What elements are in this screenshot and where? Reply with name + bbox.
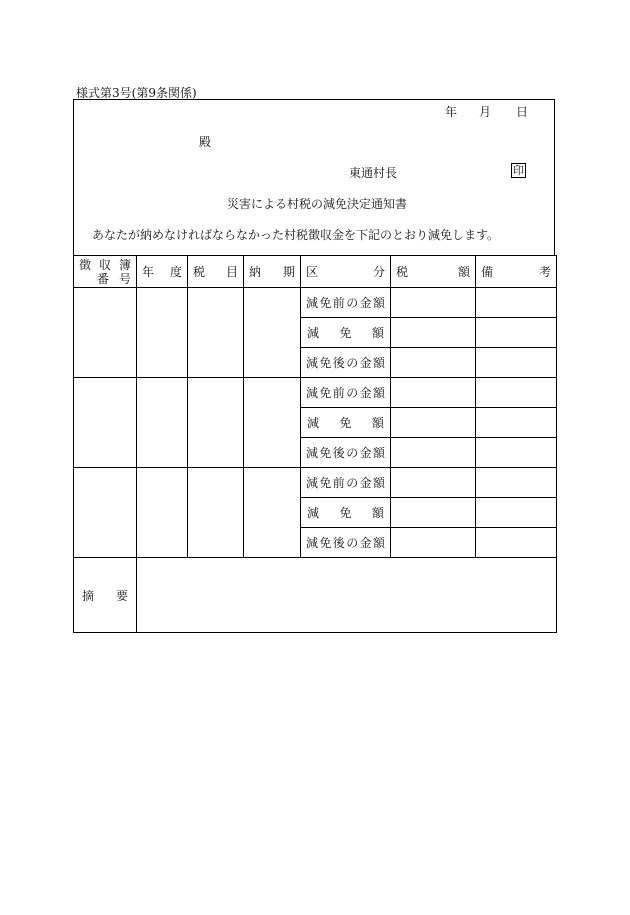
tax-amount-cell[interactable]: [391, 408, 476, 438]
category-reduction-amount: 減免額: [301, 498, 391, 528]
due-term-cell[interactable]: [244, 288, 301, 378]
remarks-cell[interactable]: [476, 348, 557, 378]
notice-header: [73, 99, 555, 255]
remarks-cell[interactable]: [476, 288, 557, 318]
due-term-cell[interactable]: [244, 468, 301, 558]
ledger-number-cell[interactable]: [74, 378, 137, 468]
remarks-cell[interactable]: [476, 408, 557, 438]
category-after-reduction: 減免後の金額: [301, 438, 391, 468]
tax-amount-cell[interactable]: [391, 288, 476, 318]
tax-amount-cell[interactable]: [391, 378, 476, 408]
category-after-reduction: 減免後の金額: [301, 348, 391, 378]
header-due-term: 納期: [244, 256, 301, 288]
date-year-label: 年: [445, 105, 458, 119]
year-cell[interactable]: [137, 468, 188, 558]
header-remarks: 備考: [476, 256, 557, 288]
addressee-suffix: 殿: [199, 135, 212, 149]
summary-field[interactable]: [137, 558, 557, 633]
header-ledger-number: 徴収簿 番号: [74, 256, 137, 288]
notice-title: 災害による村税の減免決定通知書: [227, 197, 408, 211]
year-cell[interactable]: [137, 288, 188, 378]
category-reduction-amount: 減免額: [301, 408, 391, 438]
tax-amount-cell[interactable]: [391, 468, 476, 498]
remarks-cell[interactable]: [476, 468, 557, 498]
header-tax-amount: 税額: [391, 256, 476, 288]
category-before-reduction: 減免前の金額: [301, 288, 391, 318]
tax-amount-cell[interactable]: [391, 438, 476, 468]
header-category: 区分: [301, 256, 391, 288]
header-year: 年度: [137, 256, 188, 288]
year-cell[interactable]: [137, 378, 188, 468]
table-row: [74, 378, 557, 408]
tax-amount-cell[interactable]: [391, 348, 476, 378]
form-number: 様式第3号(第9条関係): [76, 86, 197, 100]
tax-amount-cell[interactable]: [391, 498, 476, 528]
seal-mark: 印: [513, 164, 524, 177]
due-term-cell[interactable]: [244, 378, 301, 468]
category-after-reduction: 減免後の金額: [301, 528, 391, 558]
remarks-cell[interactable]: [476, 528, 557, 558]
tax-amount-cell[interactable]: [391, 528, 476, 558]
remarks-cell[interactable]: [476, 378, 557, 408]
table-row: [74, 468, 557, 498]
table-row: [74, 288, 557, 318]
remarks-cell[interactable]: [476, 318, 557, 348]
tax-item-cell[interactable]: [188, 288, 244, 378]
date-day-label: 日: [516, 105, 529, 119]
summary-label: 摘要: [74, 558, 137, 633]
remarks-cell[interactable]: [476, 438, 557, 468]
notice-body: あなたが納めなければならなかった村税徴収金を下記のとおり減免します。: [92, 228, 500, 242]
ledger-number-cell[interactable]: [74, 288, 137, 378]
tax-item-cell[interactable]: [188, 378, 244, 468]
category-reduction-amount: 減免額: [301, 318, 391, 348]
date-month-label: 月: [479, 105, 492, 119]
category-before-reduction: 減免前の金額: [301, 468, 391, 498]
remarks-cell[interactable]: [476, 498, 557, 528]
header-tax-item: 税目: [188, 256, 244, 288]
reduction-table: [73, 255, 557, 633]
issuer-name: 東通村長: [349, 166, 398, 180]
tax-amount-cell[interactable]: [391, 318, 476, 348]
summary-row: [74, 558, 557, 633]
category-before-reduction: 減免前の金額: [301, 378, 391, 408]
ledger-number-cell[interactable]: [74, 468, 137, 558]
table-header-row: [74, 256, 557, 288]
tax-item-cell[interactable]: [188, 468, 244, 558]
